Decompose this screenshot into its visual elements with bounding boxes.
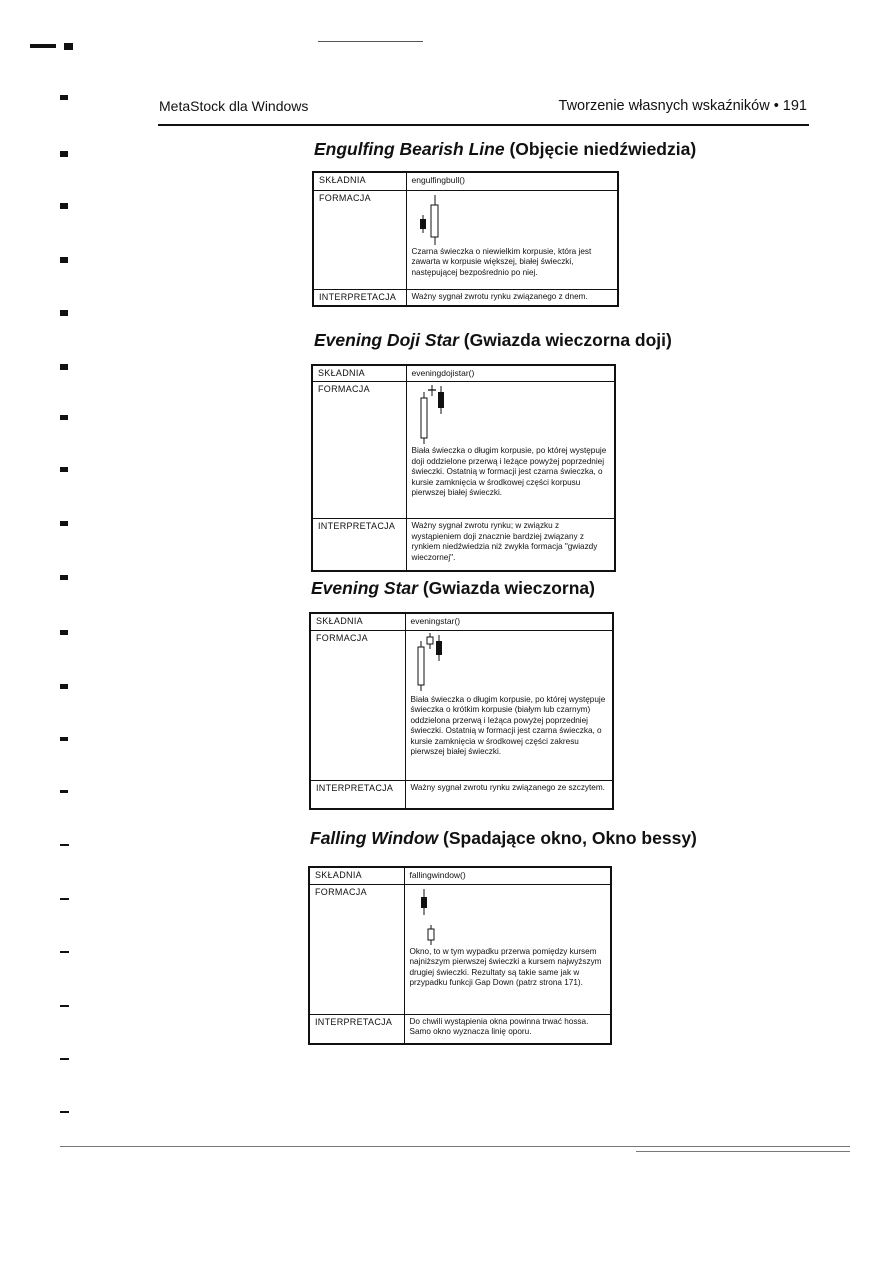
pattern-table: [308, 866, 612, 1045]
section-title-rest: (Spadające okno, Okno bessy): [443, 828, 697, 848]
syntax-value: fallingwindow(): [404, 867, 611, 884]
formation-description: Czarna świeczka o niewielkim korpusie, która jest zawarta w korpusie większej, białej świeczki, następującej bezpośrednio po niej.: [411, 246, 592, 277]
syntax-value: eveningdojistar(): [406, 365, 615, 382]
formation-label: FORMACJA: [309, 884, 404, 1014]
formation-cell: [404, 884, 611, 1014]
interpretation-value: Ważny sygnał zwrotu rynku związanego z dnem.: [406, 289, 618, 306]
scan-mark: [60, 364, 68, 370]
formation-label: FORMACJA: [312, 382, 406, 519]
syntax-label: SKŁADNIA: [312, 365, 406, 382]
candlestick-diagram: [412, 193, 452, 247]
scan-mark: [60, 844, 69, 846]
scan-mark: [60, 575, 68, 580]
running-header-right: Tworzenie własnych wskaźników • 191: [558, 98, 807, 114]
formation-cell: [406, 190, 618, 289]
formation-label: FORMACJA: [310, 630, 405, 780]
section-title-italic: Falling Window: [310, 828, 439, 848]
formation-description: Biała świeczka o długim korpusie, po której występuje świeczka o krótkim korpusie (białym lub czarnym) oddzielona przerwą i leżąca powyżej poprzedniej świeczki. Ostatnią w formacji jest czarna świeczka, o kursie zamknięcia w środkowej części zakresu pierwszej białej świeczki.: [410, 694, 606, 757]
scan-mark: [60, 415, 68, 420]
syntax-label: SKŁADNIA: [309, 867, 404, 884]
scan-mark: [64, 43, 73, 50]
section-title-rest: (Gwiazda wieczorna): [422, 578, 595, 598]
section-title-italic: Engulfing Bearish Line: [314, 139, 505, 159]
footer-rule: [636, 1151, 850, 1152]
syntax-value: engulfingbull(): [406, 172, 618, 190]
syntax-label: SKŁADNIA: [310, 613, 405, 630]
interpretation-label: INTERPRETACJA: [310, 780, 405, 809]
pattern-table: [309, 612, 614, 810]
interpretation-label: INTERPRETACJA: [313, 289, 406, 306]
pattern-table: [312, 171, 619, 307]
header-rule: [158, 124, 809, 126]
scan-mark: [60, 630, 68, 635]
formation-description: Okno, to w tym wypadku przerwa pomiędzy kursem najniższym pierwszej świeczki a kursem najwyższym drugiej świeczki. Rezultaty są takie same jak w przypadku funkcji Gap Down (patrz strona 171).: [409, 946, 602, 988]
scan-mark: [60, 790, 68, 793]
scan-mark: [60, 95, 68, 100]
scan-mark: [60, 1111, 69, 1113]
scan-mark: [60, 203, 68, 209]
candlestick-diagram: [412, 384, 452, 446]
formation-label: FORMACJA: [313, 190, 406, 289]
footer-rule: [60, 1146, 850, 1147]
section-title-rest: (Objęcie niedźwiedzia): [509, 139, 697, 159]
scan-mark: [30, 44, 56, 48]
section-title: [311, 578, 595, 599]
scan-mark: [60, 521, 68, 526]
interpretation-label: INTERPRETACJA: [309, 1014, 404, 1044]
pattern-table: [311, 364, 616, 572]
section-title: [314, 139, 696, 160]
scan-rule: [318, 41, 423, 42]
section-title: [310, 828, 697, 849]
syntax-value: eveningstar(): [405, 613, 613, 630]
interpretation-label: INTERPRETACJA: [312, 519, 406, 571]
formation-cell: [405, 630, 613, 780]
scan-mark: [60, 684, 68, 689]
scan-mark: [60, 310, 68, 316]
scan-mark: [60, 257, 68, 263]
scan-mark: [60, 151, 68, 157]
interpretation-value: Ważny sygnał zwrotu rynku; w związku z wystąpieniem doji znacznie bardziej związany z rynkiem niedźwiedzia niż zwykła formacja "gwiazdy wieczornej".: [406, 519, 615, 571]
formation-cell: [406, 382, 615, 519]
interpretation-value: Ważny sygnał zwrotu rynku związanego ze szczytem.: [405, 780, 613, 809]
scan-mark: [60, 1005, 69, 1007]
interpretation-value: Do chwili wystąpienia okna powinna trwać hossa. Samo okno wyznacza linię oporu.: [404, 1014, 611, 1044]
section-title: [314, 330, 672, 351]
scan-mark: [60, 1058, 69, 1060]
candlestick-diagram: [410, 887, 450, 947]
scan-mark: [60, 467, 68, 472]
candlestick-diagram: [411, 633, 451, 695]
syntax-label: SKŁADNIA: [313, 172, 406, 190]
scan-mark: [60, 951, 69, 953]
formation-description: Biała świeczka o długim korpusie, po której występuje doji oddzielone przerwą i leżące powyżej poprzedniej świeczki. Ostatnią w formacji jest czarna świeczka, o kursie zamknięcia w środkowej części korpusu pierwszej białej świeczki.: [411, 446, 607, 498]
scan-mark: [60, 898, 69, 900]
section-title-italic: Evening Star: [311, 578, 418, 598]
section-title-rest: (Gwiazda wieczorna doji): [463, 330, 672, 350]
scan-mark: [60, 737, 68, 741]
running-header-left: MetaStock dla Windows: [159, 98, 309, 114]
section-title-italic: Evening Doji Star: [314, 330, 459, 350]
